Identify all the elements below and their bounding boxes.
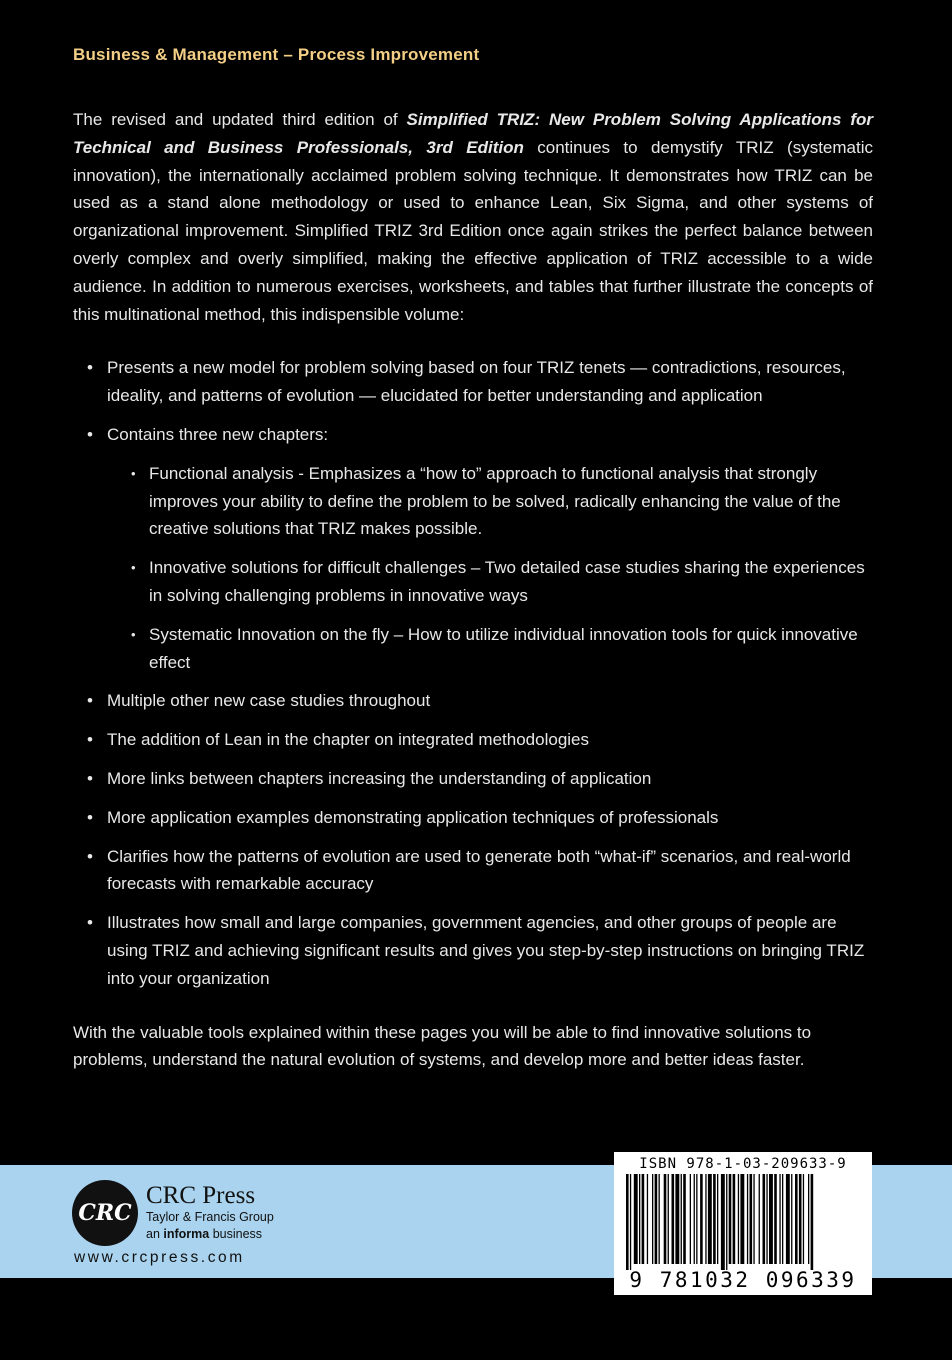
barcode-bar (811, 1174, 814, 1270)
category-label: Business & Management – Process Improvement (73, 45, 480, 64)
barcode-bar (664, 1174, 667, 1264)
list-item-label: Contains three new chapters: (107, 424, 329, 444)
back-cover-text (73, 106, 873, 1074)
barcode-bar (705, 1174, 706, 1264)
publisher-url[interactable]: www.crcpress.com (74, 1249, 245, 1266)
feature-list (73, 354, 873, 992)
barcode-bar (655, 1174, 658, 1264)
isbn-label: ISBN 978-1-03-209633-9 (639, 1156, 847, 1172)
barcode-bar (639, 1174, 640, 1264)
barcode-bar (782, 1174, 783, 1264)
barcode-bar (779, 1174, 780, 1264)
list-item: • More links between chapters increasing the understanding of application (73, 765, 873, 793)
barcode-bar (726, 1174, 727, 1270)
barcode-bar (659, 1174, 660, 1264)
publisher-business: an informa business (146, 1227, 263, 1241)
barcode-bar (690, 1174, 691, 1264)
list-item: • Presents a new model for problem solving based on four TRIZ tenets — contradictions, resources, ideality, and patterns of evolution — elucidated for better understanding and application (73, 354, 873, 410)
barcode-bar (652, 1174, 653, 1264)
barcode-bar (630, 1174, 631, 1270)
barcode-bar (675, 1174, 679, 1264)
barcode-bar (634, 1174, 638, 1264)
intro-paragraph (73, 106, 873, 328)
sub-list-item: • Functional analysis - Emphasizes a “how to” approach to functional analysis that strongly improves your ability to define the problem to be solved, radically enhancing the value of the creative solutions that TRIZ makes possible. (107, 460, 873, 543)
list-item: • Clarifies how the patterns of evolution are used to generate both “what-if” scenarios, and real-world forecasts with remarkable accuracy (73, 843, 873, 899)
barcode-bar (694, 1174, 695, 1264)
barcode-bar (721, 1174, 725, 1270)
barcode-bar (696, 1174, 697, 1264)
list-item: • More application examples demonstrating application techniques of professionals (73, 804, 873, 832)
barcode-bar (713, 1174, 716, 1264)
barcode-bar (642, 1174, 645, 1264)
book-title: Simplified TRIZ: New Problem Solving Applications for Technical and Business Professionals, 3rd Edition (73, 110, 873, 157)
publisher-group: Taylor & Francis Group (146, 1210, 274, 1224)
intro-pre: The revised and updated third edition of (73, 110, 407, 129)
barcode-bar (647, 1174, 648, 1264)
barcode-bar (733, 1174, 736, 1264)
sub-list-item: • Systematic Innovation on the fly – How to utilize individual innovation tools for quick innovative effect (107, 621, 873, 677)
isbn-barcode (614, 1152, 872, 1295)
list-item (73, 421, 873, 676)
barcode-bar (668, 1174, 669, 1264)
barcode-bar (700, 1174, 703, 1264)
ean-digits: 9 781032 096339 (629, 1268, 857, 1292)
list-item: • Illustrates how small and large companies, government agencies, and other groups of people are using TRIZ and achieving significant results and gives you step-by-step instructions on bringing TRIZ into your organization (73, 909, 873, 992)
barcode-bar (808, 1174, 809, 1264)
barcode-bar (747, 1174, 748, 1264)
closing-paragraph: With the valuable tools explained within these pages you will be able to find innovative solutions to problems, understand the natural evolution of systems, and develop more and better ideas faster. (73, 1022, 812, 1070)
barcode-bar (740, 1174, 744, 1264)
barcode-bar (717, 1174, 718, 1264)
barcode-bar (786, 1174, 790, 1264)
list-item: • Multiple other new case studies throughout (73, 687, 873, 715)
barcode-bar (763, 1174, 766, 1264)
barcode-bar (681, 1174, 682, 1264)
sub-list-item: • Innovative solutions for difficult challenges – Two detailed case studies sharing the experiences in solving challenging problems in innovative ways (107, 554, 873, 610)
barcode-bar (738, 1174, 739, 1264)
barcode-bar (683, 1174, 686, 1264)
barcode-bar (750, 1174, 753, 1264)
publisher-name: CRC Press (146, 1182, 256, 1209)
intro-post: continues to demystify TRIZ (systematic innovation), the internationally acclaimed problem solving technique. It demonstrates how TRIZ can be used as a stand alone methodology or used to enhance Lean, Six Sigma, and other systems of organizational improvement. Simplified TRIZ 3rd Edition once again strikes the perfect balance between overly complex and overly simplified, making the effective application of TRIZ accessible to a wide audience. In addition to numerous exercises, worksheets, and tables that further illustrate the concepts of this multinational method, this indispensible volume: (73, 137, 874, 324)
barcode-bar (759, 1174, 760, 1264)
new-chapters-list (107, 460, 873, 677)
publisher-info (146, 1183, 274, 1242)
list-item: • The addition of Lean in the chapter on integrated methodologies (73, 726, 873, 754)
barcode-bar (672, 1174, 675, 1264)
barcode-bar (708, 1174, 712, 1264)
crc-logo-icon: CRC (72, 1180, 138, 1246)
barcode-bar (766, 1174, 767, 1264)
barcode-bar (626, 1174, 629, 1270)
barcode-bar (729, 1174, 732, 1264)
barcode-bar (803, 1174, 804, 1264)
barcode-bar (774, 1174, 777, 1264)
barcode-bar (799, 1174, 802, 1264)
barcode-bar (769, 1174, 773, 1264)
barcode-bar (791, 1174, 792, 1264)
barcode-bar (753, 1174, 754, 1264)
barcode-bar (795, 1174, 798, 1264)
barcode-bars-icon (618, 1174, 868, 1270)
